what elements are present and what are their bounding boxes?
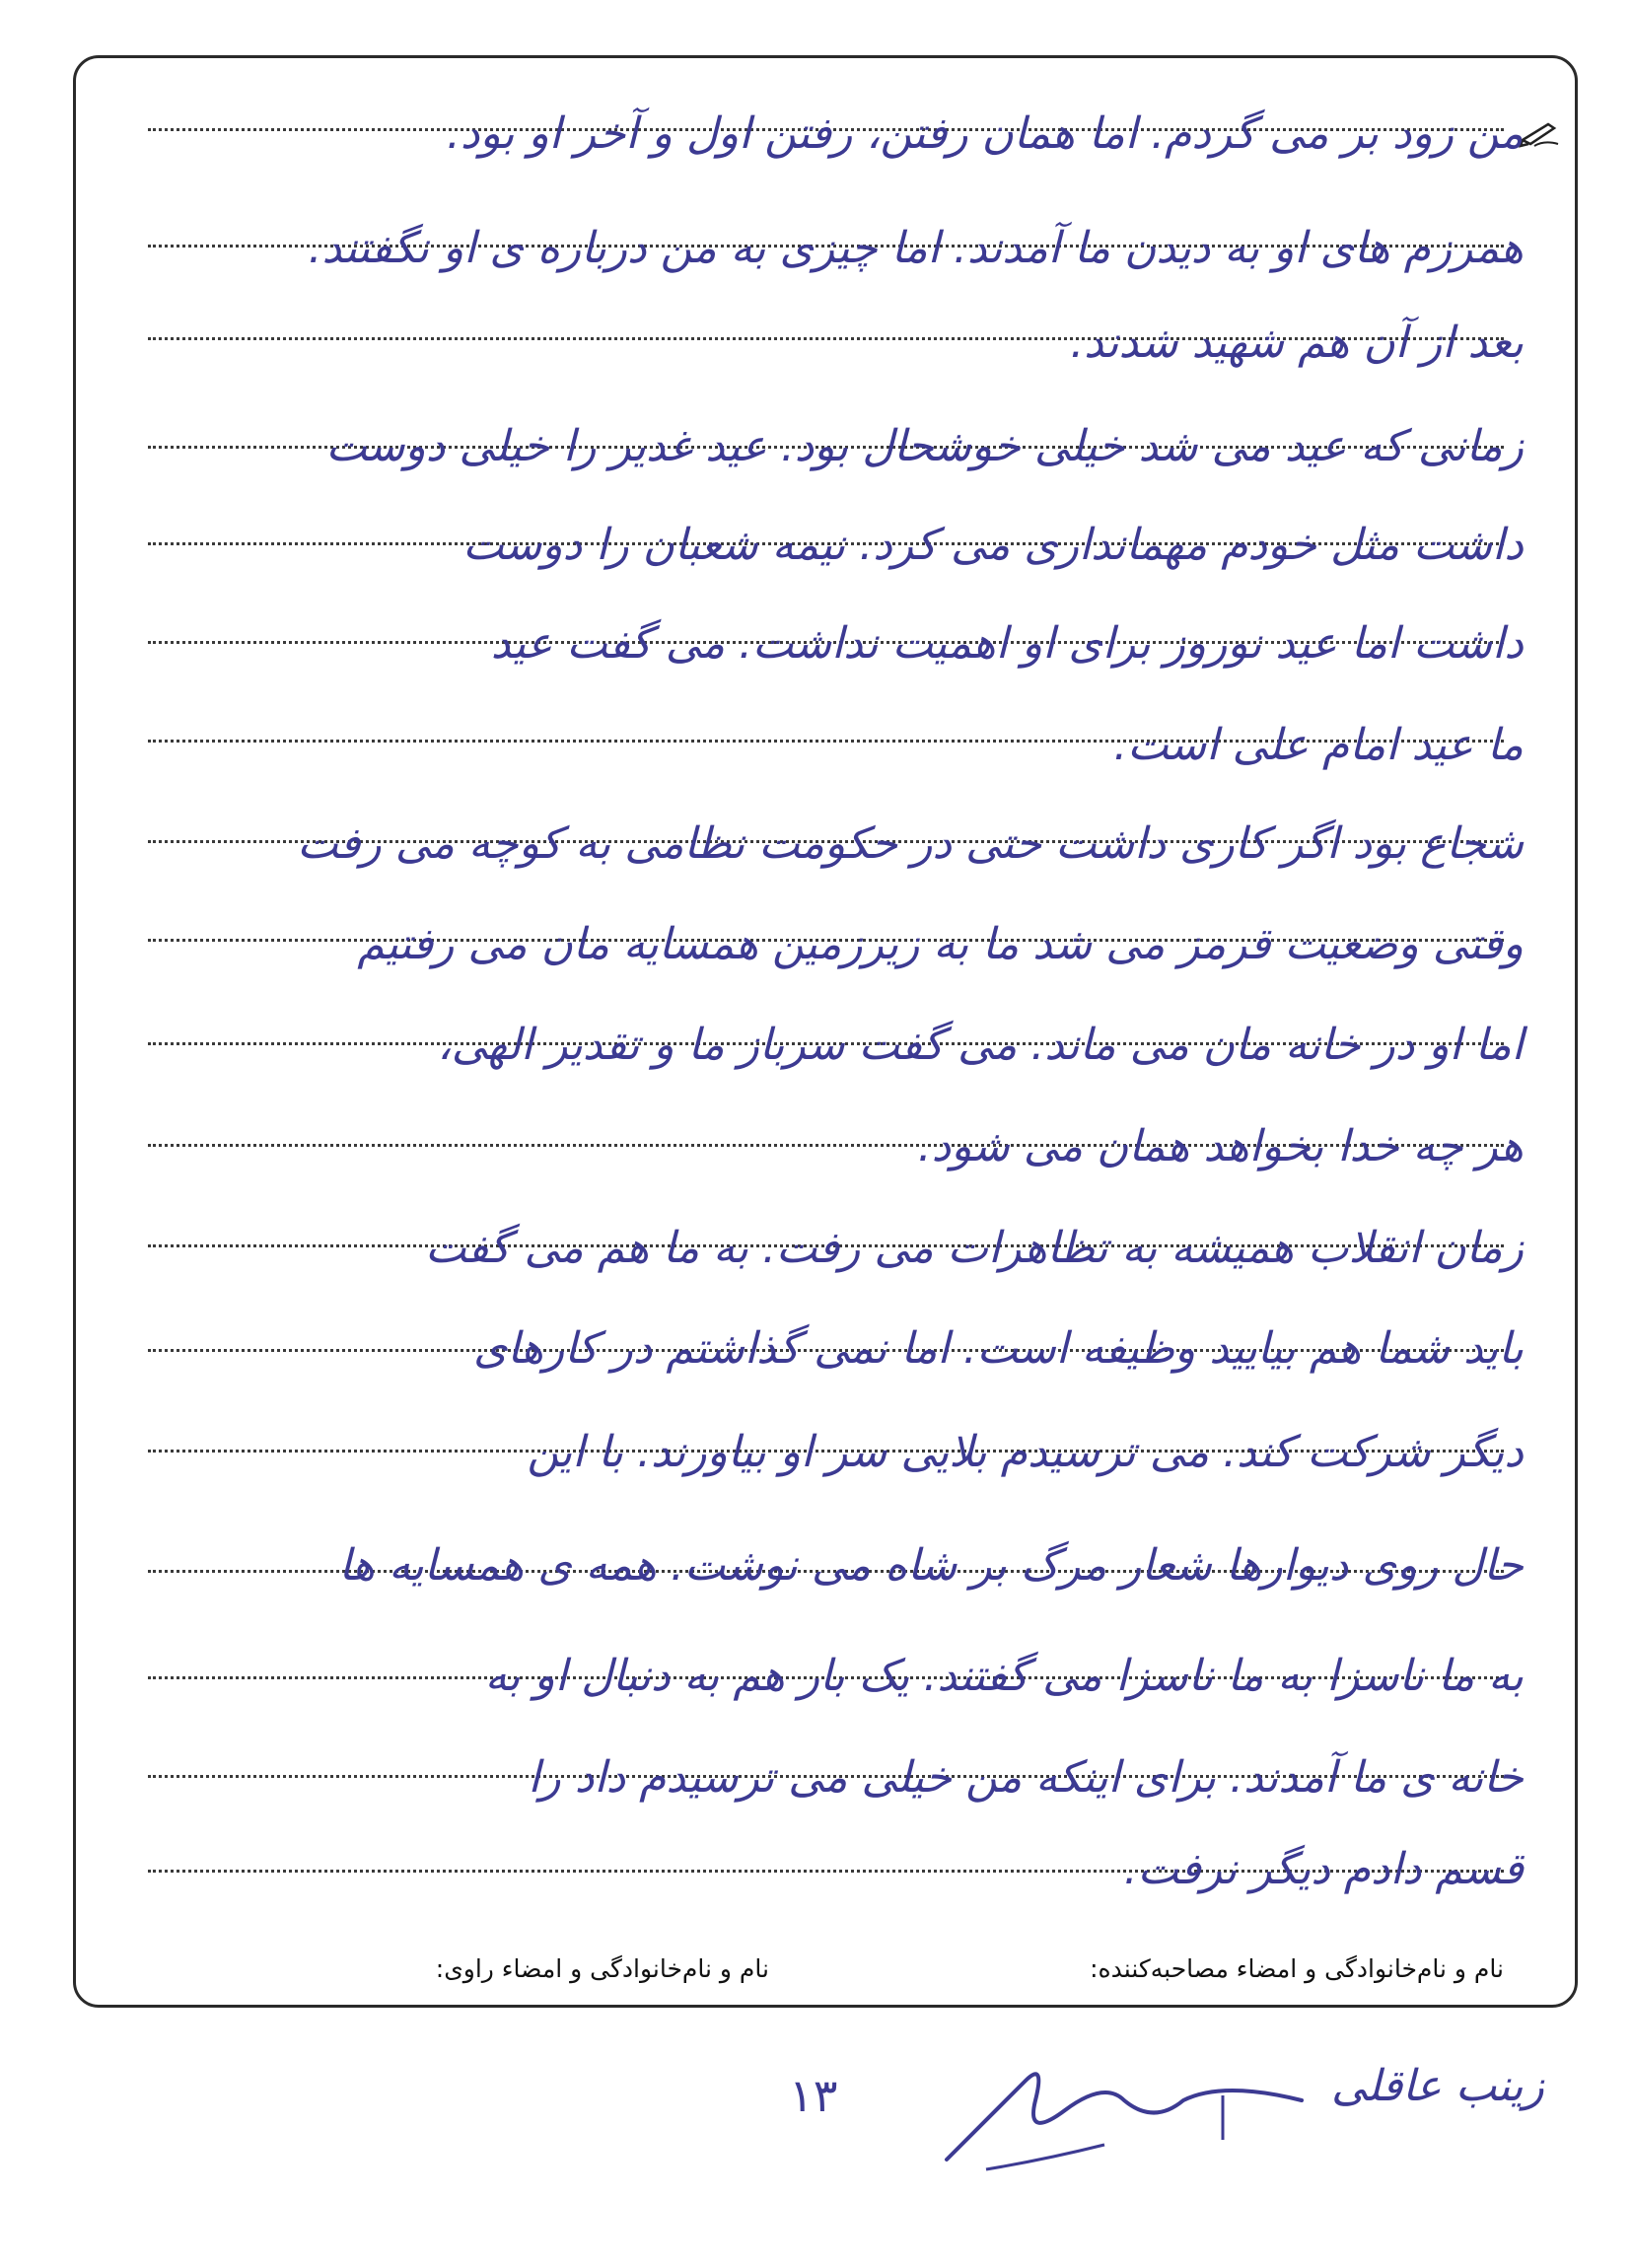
handwritten-line: به ما ناسزا به ما ناسزا می گفتند. یک بار هم به دنبال او به [484,1651,1524,1701]
handwritten-line: خانه ی ما آمدند. برای اینکه من خیلی می ترسیدم داد را [528,1752,1524,1803]
handwritten-line: قسم دادم دیگر نرفت. [1123,1844,1524,1894]
pen-writing-icon [1519,118,1562,148]
handwritten-line: هر چه خدا بخواهد همان می شود. [917,1121,1524,1171]
handwritten-line: دیگر شرکت کند. می ترسیدم بلایی سر او بیاورند. با این [527,1427,1524,1477]
page-number: ۱۳ [789,2069,838,2122]
handwritten-line: ما عید امام علی است. [1113,720,1524,770]
narrator-name-handwritten: زینب عاقلی [1331,2061,1544,2111]
narrator-signature-label: نام و نام‌خانوادگی و امضاء راوی: [435,1954,769,1983]
handwritten-line: حال روی دیوارها شعار مرگ بر شاه می نوشت. همه ی همسایه ها [338,1540,1524,1591]
handwritten-line: من زود بر می گردم. اما همان رفتن، رفتن اول و آخر او بود. [446,108,1524,159]
handwritten-line: داشت مثل خودم مهمانداری می کرد. نیمه شعبان را دوست [462,520,1524,570]
handwritten-line: بعد از آن هم شهید شدند. [1070,318,1524,368]
interviewer-signature-label: نام و نام‌خانوادگی و امضاء مصاحبه‌کننده: [1090,1954,1504,1983]
handwritten-line: همرزم های او به دیدن ما آمدند. اما چیزی به من درباره ی او نگفتند. [308,223,1524,273]
handwritten-line: شجاع بود اگر کاری داشت حتی در حکومت نظامی به کوچه می رفت [297,818,1524,869]
signature-scribble [927,2041,1321,2179]
handwritten-line: زمان انقلاب همیشه به تظاهرات می رفت. به ما هم می گفت [425,1223,1524,1273]
handwritten-line: اما او در خانه مان می ماند. می گفت سرباز ما و تقدیر الهی، [437,1020,1524,1070]
handwritten-line: زمانی که عید می شد خیلی خوشحال بود. عید غدیر را خیلی دوست [325,421,1524,471]
handwritten-line: وقتی وضعیت قرمز می شد ما به زیرزمین همسایه مان می رفتیم [357,919,1524,969]
handwritten-line: داشت اما عید نوروز برای او اهمیت نداشت. می گفت عید [490,618,1524,669]
handwritten-line: باید شما هم بیایید وظیفه است. اما نمی گذاشتم در کارهای [472,1323,1524,1374]
